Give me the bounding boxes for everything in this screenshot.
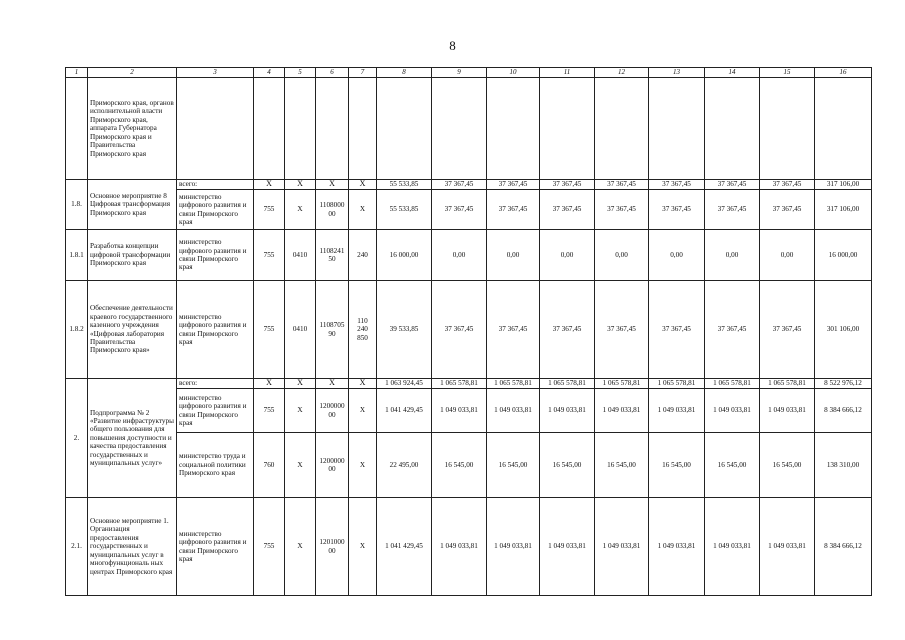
amount: 1 049 033,81: [760, 498, 815, 596]
empty-cell: [595, 78, 649, 180]
amount-total: 8 522 976,12: [815, 379, 872, 389]
amount: 1 065 578,81: [432, 379, 487, 389]
amount: 37 367,45: [649, 281, 705, 379]
table-row: [66, 389, 872, 433]
table-row: [66, 190, 872, 230]
ministry-code: 755: [254, 389, 285, 433]
amount: 0,00: [760, 230, 815, 281]
amount: 1 049 033,81: [487, 389, 540, 433]
target-code: 1200000 00: [316, 389, 349, 433]
target-code: 1108000 00: [316, 190, 349, 230]
amount: 0,00: [595, 230, 649, 281]
empty-cell: [177, 78, 254, 180]
amount: 37 367,45: [760, 180, 815, 190]
total-label: всего:: [177, 180, 254, 190]
ministry-code: 755: [254, 498, 285, 596]
x-mark: Х: [285, 180, 316, 190]
column-number-row: [66, 68, 872, 78]
amount-total: 317 106,00: [815, 180, 872, 190]
amount: 16 545,00: [595, 433, 649, 498]
x-mark: Х: [316, 379, 349, 389]
amount: 37 367,45: [540, 190, 595, 230]
amount: 37 367,45: [760, 190, 815, 230]
x-mark: Х: [254, 180, 285, 190]
continuation-text: Приморского края, органов исполнительной власти Приморского края, аппарата Губернатора Приморского края и Правительства Приморского края: [88, 78, 177, 180]
expense-type: Х: [349, 190, 377, 230]
amount: 1 049 033,81: [760, 389, 815, 433]
amount: 1 049 033,81: [705, 498, 760, 596]
col-header: 12: [595, 68, 649, 78]
empty-cell: [540, 78, 595, 180]
amount: 0,00: [487, 230, 540, 281]
amount: 37 367,45: [705, 281, 760, 379]
x-mark: Х: [254, 379, 285, 389]
ministry-code: 755: [254, 281, 285, 379]
expense-type: 240: [349, 230, 377, 281]
item-number: 2.: [66, 379, 88, 498]
amount-total: 301 106,00: [815, 281, 872, 379]
amount: 1 049 033,81: [705, 389, 760, 433]
amount: 37 367,45: [649, 180, 705, 190]
amount: 1 049 033,81: [649, 389, 705, 433]
amount: 16 545,00: [432, 433, 487, 498]
amount: 1 049 033,81: [540, 389, 595, 433]
col-header: 1: [66, 68, 88, 78]
amount: 55 533,85: [377, 190, 432, 230]
item-name: Основное мероприятие 8 Цифровая трансформация Приморского края: [88, 180, 177, 230]
amount: 1 063 924,45: [377, 379, 432, 389]
amount: 37 367,45: [595, 180, 649, 190]
col-header: 11: [540, 68, 595, 78]
col-header: 15: [760, 68, 815, 78]
table-row: [66, 433, 872, 498]
section-code: 0410: [285, 230, 316, 281]
item-name: Обеспечение деятельности краевого государственного казенного учреждения «Цифровая лаборатория Правительства Приморского края»: [88, 281, 177, 379]
item-number: 1.8.1: [66, 230, 88, 281]
section-code: Х: [285, 498, 316, 596]
table-row: [66, 180, 872, 190]
amount: 37 367,45: [487, 281, 540, 379]
organization: министерство цифрового развития и связи Приморского края: [177, 389, 254, 433]
col-header: 8: [377, 68, 432, 78]
amount: 1 065 578,81: [760, 379, 815, 389]
amount: 37 367,45: [705, 180, 760, 190]
amount: 1 049 033,81: [595, 498, 649, 596]
item-name: Разработка концепции цифровой трансформации Приморского края: [88, 230, 177, 281]
organization: министерство цифрового развития и связи Приморского края: [177, 230, 254, 281]
amount: 37 367,45: [540, 180, 595, 190]
empty-cell: [66, 78, 88, 180]
empty-cell: [815, 78, 872, 180]
x-mark: Х: [316, 180, 349, 190]
amount: 37 367,45: [432, 281, 487, 379]
ministry-code: 755: [254, 190, 285, 230]
organization: министерство цифрового развития и связи Приморского края: [177, 190, 254, 230]
organization: министерство труда и социальной политики Приморского края: [177, 433, 254, 498]
amount: 37 367,45: [432, 180, 487, 190]
col-header: 7: [349, 68, 377, 78]
empty-cell: [316, 78, 349, 180]
amount: 37 367,45: [649, 190, 705, 230]
amount-total: 8 384 666,12: [815, 389, 872, 433]
col-header: 4: [254, 68, 285, 78]
empty-cell: [705, 78, 760, 180]
amount: 37 367,45: [487, 190, 540, 230]
empty-cell: [377, 78, 432, 180]
amount: 16 545,00: [705, 433, 760, 498]
amount: 16 545,00: [760, 433, 815, 498]
col-header: 9: [432, 68, 487, 78]
empty-cell: [649, 78, 705, 180]
expense-type: 110 240 850: [349, 281, 377, 379]
amount: 1 065 578,81: [649, 379, 705, 389]
amount: 1 049 033,81: [487, 498, 540, 596]
item-name: Подпрограмма № 2 «Развитие инфраструктуры общего пользования для повышения доступности и качества предоставления государственных и муниципальных услуг»: [88, 379, 177, 498]
expense-type: Х: [349, 433, 377, 498]
empty-cell: [432, 78, 487, 180]
amount-total: 138 310,00: [815, 433, 872, 498]
amount: 1 049 033,81: [595, 389, 649, 433]
amount: 1 041 429,45: [377, 389, 432, 433]
col-header: 13: [649, 68, 705, 78]
organization: министерство цифрового развития и связи Приморского края: [177, 281, 254, 379]
amount: 16 000,00: [377, 230, 432, 281]
amount: 16 545,00: [487, 433, 540, 498]
budget-table: [65, 67, 872, 596]
amount: 1 065 578,81: [540, 379, 595, 389]
amount-total: 317 106,00: [815, 190, 872, 230]
table-row: [66, 498, 872, 596]
amount: 37 367,45: [595, 190, 649, 230]
section-code: Х: [285, 190, 316, 230]
amount: 22 495,00: [377, 433, 432, 498]
amount: 37 367,45: [540, 281, 595, 379]
amount: 0,00: [432, 230, 487, 281]
section-code: Х: [285, 433, 316, 498]
amount: 55 533,85: [377, 180, 432, 190]
amount: 1 065 578,81: [705, 379, 760, 389]
item-number: 1.8.2: [66, 281, 88, 379]
amount: 1 041 429,45: [377, 498, 432, 596]
table-row: [66, 281, 872, 379]
total-label: всего:: [177, 379, 254, 389]
target-code: 1201000 00: [316, 498, 349, 596]
amount: 0,00: [540, 230, 595, 281]
amount-total: 8 384 666,12: [815, 498, 872, 596]
item-name: Основное мероприятие 1. Организация предоставления государственных и муниципальных услуг в многофункциональ ных центрах Приморского края: [88, 498, 177, 596]
table-row: [66, 230, 872, 281]
empty-cell: [487, 78, 540, 180]
empty-cell: [254, 78, 285, 180]
amount: 37 367,45: [705, 190, 760, 230]
col-header: 2: [88, 68, 177, 78]
x-mark: Х: [349, 180, 377, 190]
item-number: 1.8.: [66, 180, 88, 230]
amount: 0,00: [649, 230, 705, 281]
ministry-code: 760: [254, 433, 285, 498]
amount: 37 367,45: [760, 281, 815, 379]
item-number: 2.1.: [66, 498, 88, 596]
col-header: 16: [815, 68, 872, 78]
x-mark: Х: [285, 379, 316, 389]
section-code: 0410: [285, 281, 316, 379]
ministry-code: 755: [254, 230, 285, 281]
amount: 1 065 578,81: [487, 379, 540, 389]
table-row: [66, 379, 872, 389]
x-mark: Х: [349, 379, 377, 389]
expense-type: Х: [349, 498, 377, 596]
target-code: 1108705 90: [316, 281, 349, 379]
amount: 37 367,45: [432, 190, 487, 230]
col-header: 14: [705, 68, 760, 78]
amount: 1 049 033,81: [649, 498, 705, 596]
col-header: 5: [285, 68, 316, 78]
table-row: [66, 78, 872, 180]
empty-cell: [760, 78, 815, 180]
empty-cell: [285, 78, 316, 180]
amount: 1 065 578,81: [595, 379, 649, 389]
amount: 39 533,85: [377, 281, 432, 379]
col-header: 6: [316, 68, 349, 78]
section-code: Х: [285, 389, 316, 433]
col-header: 10: [487, 68, 540, 78]
target-code: 1200000 00: [316, 433, 349, 498]
target-code: 1108241 50: [316, 230, 349, 281]
col-header: 3: [177, 68, 254, 78]
amount-total: 16 000,00: [815, 230, 872, 281]
organization: министерство цифрового развития и связи Приморского края: [177, 498, 254, 596]
amount: 1 049 033,81: [432, 498, 487, 596]
expense-type: Х: [349, 389, 377, 433]
amount: 1 049 033,81: [432, 389, 487, 433]
amount: 37 367,45: [595, 281, 649, 379]
amount: 16 545,00: [649, 433, 705, 498]
amount: 0,00: [705, 230, 760, 281]
amount: 16 545,00: [540, 433, 595, 498]
amount: 1 049 033,81: [540, 498, 595, 596]
empty-cell: [349, 78, 377, 180]
amount: 37 367,45: [487, 180, 540, 190]
page-number: 8: [449, 38, 456, 53]
